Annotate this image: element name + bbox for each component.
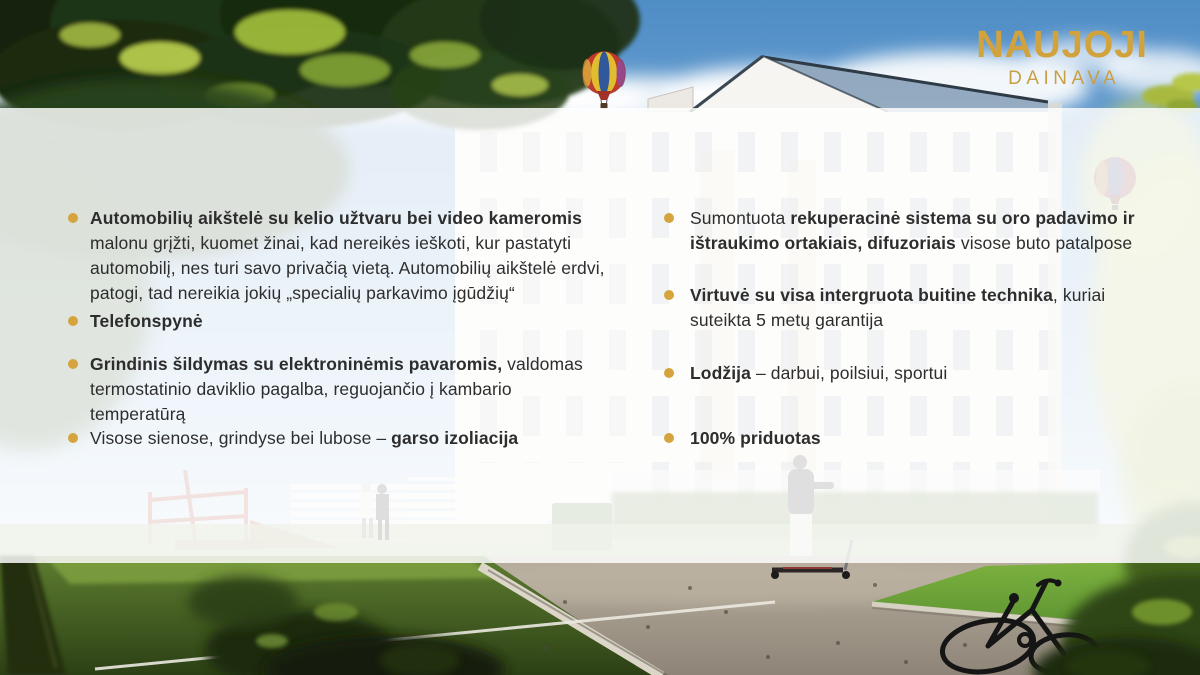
feature-item-sound-insulation	[68, 426, 605, 451]
feature-item-floor-heating	[68, 352, 605, 427]
bullet-icon	[664, 368, 674, 378]
content-overlay	[0, 108, 1200, 563]
feature-text: Lodžija – darbui, poilsiui, sportui	[690, 363, 948, 383]
feature-text: Telefonspynė	[90, 311, 203, 331]
bullet-icon	[664, 290, 674, 300]
feature-text: Grindinis šildymas su elektroninėmis pavaromis, valdomas termostatinio daviklio pagalba, reguojančio į kambario temperatūrą	[90, 354, 583, 424]
feature-item-completed	[664, 426, 1160, 451]
feature-text: 100% priduotas	[690, 428, 821, 448]
bullet-icon	[68, 213, 78, 223]
feature-item-loggia	[664, 361, 1160, 386]
feature-text: Virtuvė su visa intergruota buitine technika, kuriai suteikta 5 metų garantija	[690, 285, 1106, 330]
feature-item-intercom	[68, 309, 605, 334]
feature-text: Automobilių aikštelė su kelio užtvaru bei video kameromis malonu grįžti, kuomet žinai, kad nereikės ieškoti, kur pastatyti automobilį, nes turi savo privačią vietą. Automobilių aikštelė erdvi, patogi, tad nereikia jokių „specialių parkavimo įgūdžių“	[90, 208, 605, 303]
feature-item-ventilation	[664, 206, 1160, 256]
brand-name: NAUJOJI	[976, 24, 1148, 66]
brand-subtitle: DAINAVA	[1008, 68, 1121, 89]
bullet-icon	[68, 316, 78, 326]
bullet-icon	[664, 213, 674, 223]
feature-item-parking	[68, 206, 605, 306]
feature-text: Visose sienose, grindyse bei lubose – garso izoliacija	[90, 428, 519, 448]
bullet-icon	[68, 433, 78, 443]
feature-text: Sumontuota rekuperacinė sistema su oro padavimo ir ištraukimo ortakiais, difuzoriais visose buto patalpose	[690, 208, 1135, 253]
feature-item-kitchen	[664, 283, 1160, 333]
bullet-icon	[664, 433, 674, 443]
brand-logo	[976, 26, 1148, 88]
bullet-icon	[68, 359, 78, 369]
